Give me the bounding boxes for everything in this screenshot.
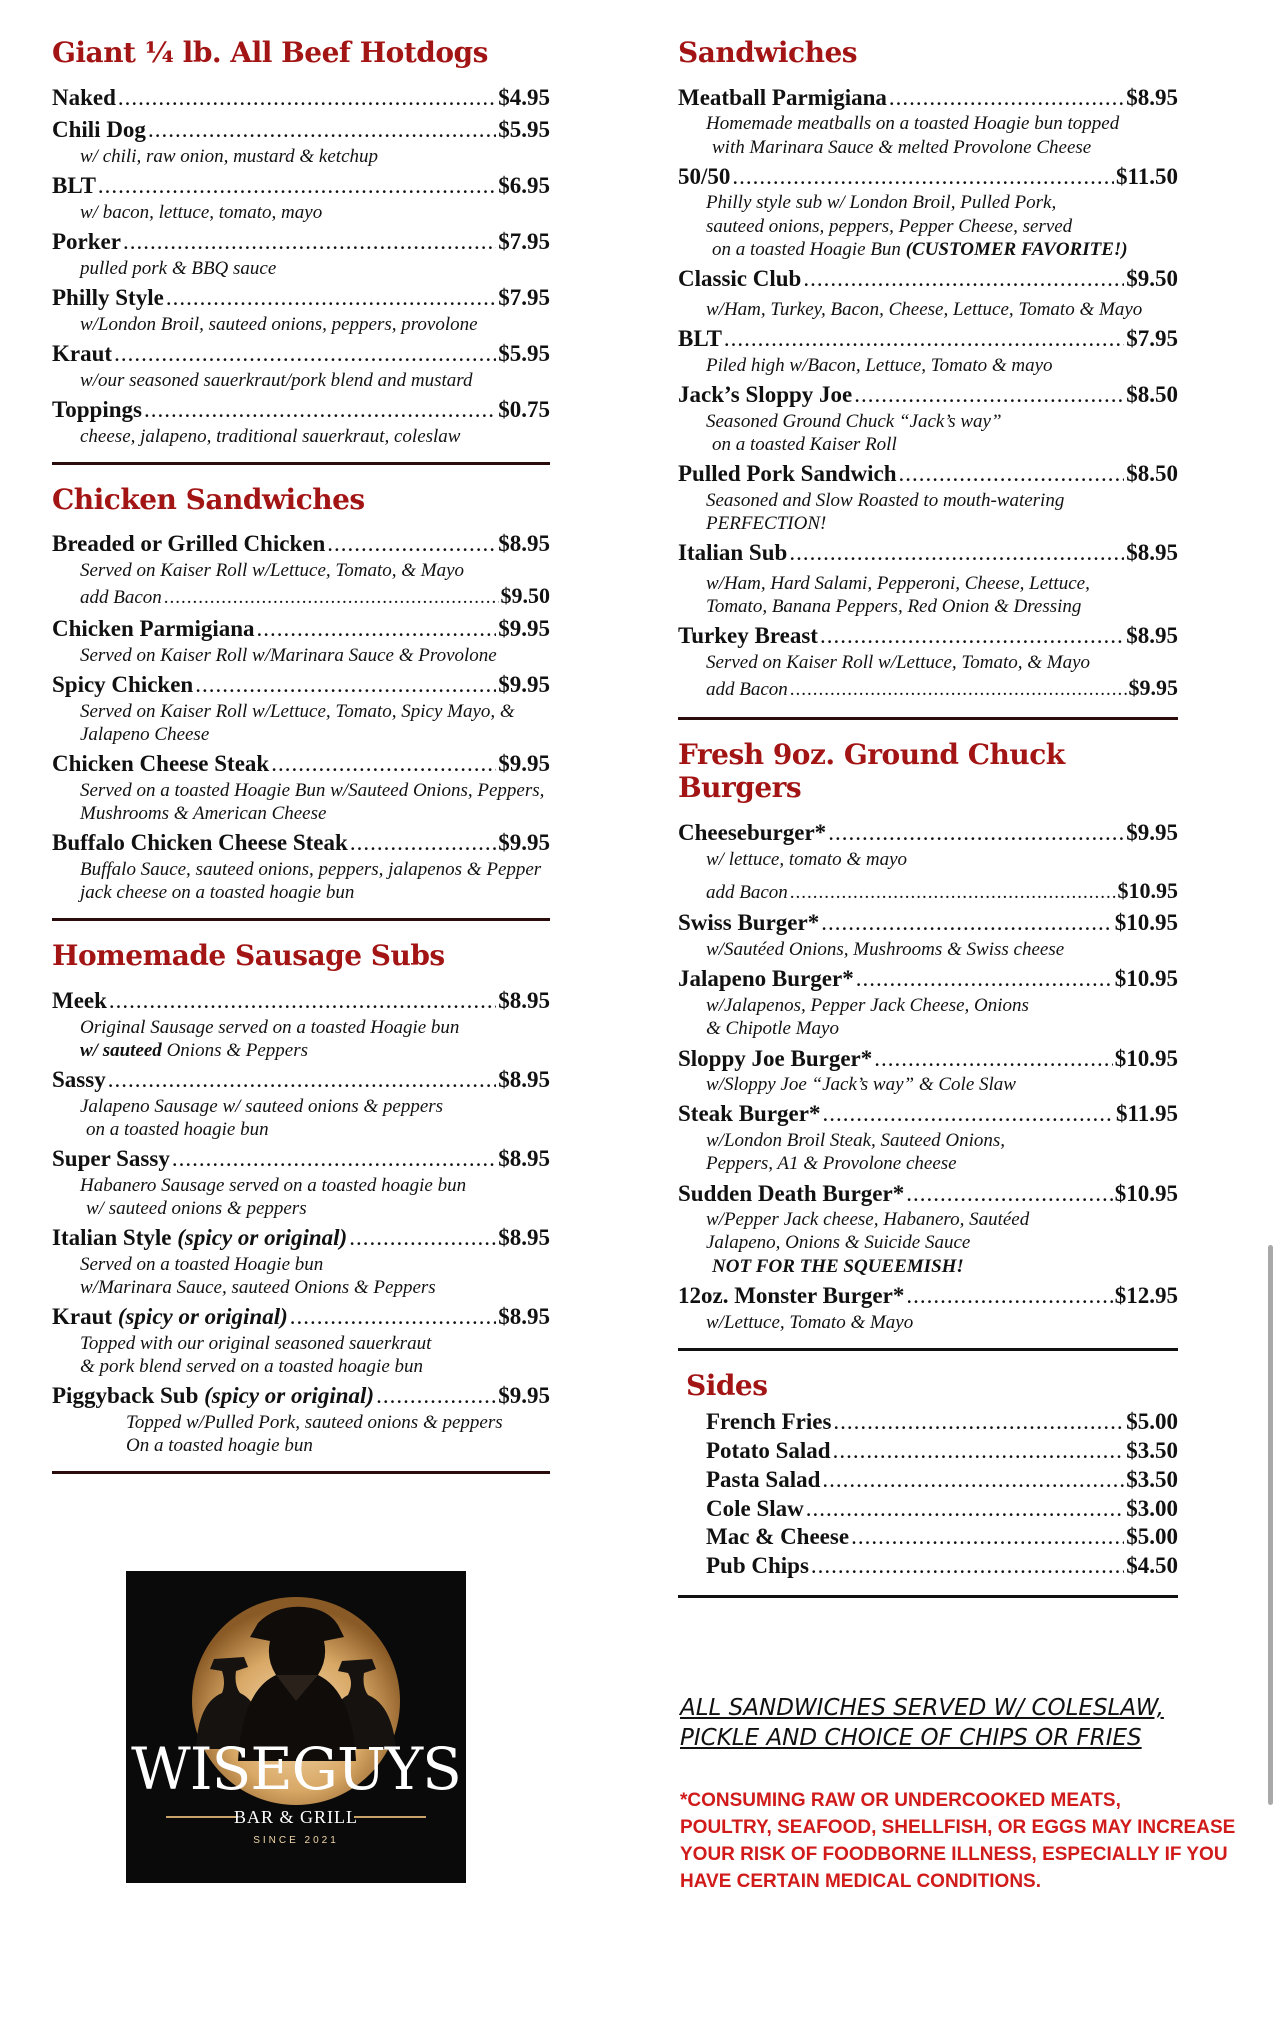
item-description: w/Lettuce, Tomato & Mayo	[706, 1311, 914, 1333]
side-item	[678, 1466, 1178, 1495]
addon-price: $9.95	[1128, 675, 1178, 700]
item-name: Steak Burger*	[678, 1101, 821, 1127]
side-item	[678, 1523, 1178, 1552]
section-title-chicken: Chicken Sandwiches	[52, 482, 365, 516]
menu-item	[678, 622, 1178, 703]
sandwich-sides-note	[680, 1694, 1220, 1754]
item-description: Seasoned and Slow Roasted to mouth-watering	[706, 489, 1065, 511]
menu-item	[678, 84, 1178, 159]
sausage-section	[52, 939, 550, 1474]
item-price: $8.95	[498, 531, 550, 557]
leader-dots	[114, 340, 496, 369]
leader-dots	[257, 615, 497, 644]
item-description: Jalapeno, Onions & Suicide Sauce	[706, 1232, 971, 1254]
item-name: Cheeseburger*	[678, 819, 827, 845]
leader-dots	[166, 284, 496, 313]
leader-dots	[148, 116, 496, 145]
item-price: $5.95	[498, 117, 550, 143]
left-column	[52, 36, 550, 1492]
menu-item	[678, 909, 1178, 961]
item-name: Toppings	[52, 396, 142, 422]
item-name: Breaded or Grilled Chicken	[52, 531, 326, 557]
menu-item	[52, 84, 550, 113]
item-description: Served on Kaiser Roll w/Lettuce, Tomato, & Mayo	[80, 560, 465, 582]
item-description: w/Pepper Jack cheese, Habanero, Sautéed	[706, 1209, 1030, 1231]
leader-dots	[349, 1224, 496, 1253]
item-name: Jack’s Sloppy Joe	[678, 381, 853, 407]
item-name: Classic Club	[678, 265, 802, 291]
leader-dots	[822, 1100, 1114, 1129]
addon-name: add Bacon	[80, 587, 162, 609]
item-name: Naked	[52, 84, 116, 110]
item-description: with Marinara Sauce & melted Provolone Cheese	[712, 136, 1092, 158]
item-price: $8.50	[1126, 381, 1178, 407]
menu-item	[52, 987, 550, 1062]
leader-dots	[906, 1180, 1113, 1209]
item-description: w/Sloppy Joe “Jack’s way” & Cole Slaw	[706, 1074, 1016, 1096]
item-name: Spicy Chicken	[52, 672, 194, 697]
item-price: $8.50	[1126, 460, 1178, 486]
item-description: w/Sautéed Onions, Mushrooms & Swiss cheese	[706, 939, 1065, 961]
item-description: Served on Kaiser Roll w/Marinara Sauce & Provolone	[80, 644, 497, 666]
item-description: w/London Broil Steak, Sauteed Onions,	[706, 1130, 1006, 1152]
menu-item	[678, 381, 1178, 456]
menu-item	[678, 460, 1178, 535]
section-title-sandwiches: Sandwiches	[678, 36, 858, 69]
leader-dots	[118, 84, 496, 113]
leader-dots	[108, 1066, 497, 1095]
item-description	[678, 238, 1178, 261]
menu-item	[52, 228, 550, 280]
item-name: 12oz. Monster Burger*	[678, 1282, 905, 1308]
leader-dots	[98, 172, 496, 201]
item-name: Philly Style	[52, 285, 164, 311]
hotdogs-section	[52, 36, 550, 465]
item-price: $3.50	[1126, 1438, 1178, 1464]
menu-item	[52, 615, 550, 667]
leader-dots	[123, 228, 496, 257]
section-title-burgers: Fresh 9oz. Ground Chuck Burgers	[678, 737, 1065, 805]
leader-dots	[172, 1145, 496, 1174]
leader-dots	[856, 965, 1113, 994]
warning-line: *CONSUMING RAW OR UNDERCOOKED MEATS,	[680, 1790, 1121, 1811]
item-price: $3.00	[1126, 1495, 1178, 1521]
item-description: On a toasted hoagie bun	[126, 1435, 313, 1457]
item-price: $8.95	[498, 1146, 550, 1172]
sides-section	[678, 1369, 1178, 1598]
item-description: Tomato, Banana Peppers, Red Onion & Dressing	[706, 595, 1082, 617]
leader-dots	[790, 881, 1116, 906]
menu-item	[52, 1303, 550, 1378]
item-name: Sudden Death Burger*	[678, 1180, 905, 1206]
item-price: $10.95	[1114, 1180, 1178, 1206]
leader-dots	[828, 819, 1124, 848]
item-name: Sassy	[52, 1066, 106, 1092]
foodborne-illness-warning	[680, 1788, 1240, 1896]
item-description: w/Ham, Turkey, Bacon, Cheese, Lettuce, Tomato & Mayo	[706, 298, 1143, 320]
item-name	[52, 1224, 347, 1253]
leader-dots	[822, 1466, 1124, 1495]
menu-item	[52, 1066, 550, 1141]
section-title-sides: Sides	[686, 1368, 768, 1402]
item-variant: (spicy or original)	[177, 1225, 348, 1251]
leader-dots	[820, 622, 1124, 651]
warning-line: HAVE CERTAIN MEDICAL CONDITIONS.	[680, 1870, 1042, 1892]
item-description: pulled pork & BBQ sauce	[80, 257, 277, 279]
item-description: Peppers, A1 & Provolone cheese	[706, 1153, 957, 1175]
item-price: $4.50	[1126, 1553, 1178, 1579]
leader-dots	[899, 460, 1125, 489]
item-price: $7.95	[1126, 325, 1178, 351]
item-price: $7.95	[498, 229, 550, 255]
item-description: Served on Kaiser Roll w/Lettuce, Tomato, & Mayo	[706, 651, 1091, 673]
item-description: cheese, jalapeno, traditional sauerkraut, coleslaw	[80, 425, 461, 447]
item-name: Porker	[52, 229, 121, 255]
addon-price: $9.50	[500, 583, 550, 609]
scrollbar[interactable]	[1268, 1245, 1273, 1805]
item-name: Chicken Parmigiana	[52, 616, 255, 642]
menu-item	[52, 829, 550, 904]
leader-dots	[327, 530, 496, 559]
item-price: $9.95	[1126, 819, 1178, 845]
item-name: Meatball Parmigiana	[678, 84, 887, 110]
item-price: $9.95	[498, 830, 550, 856]
item-name: Italian Sub	[678, 539, 788, 565]
menu-item	[678, 965, 1178, 1040]
item-description: PERFECTION!	[706, 512, 827, 534]
item-name: BLT	[678, 325, 722, 351]
menu-item	[52, 1382, 550, 1457]
leader-dots	[790, 678, 1127, 703]
addon-price: $10.95	[1117, 877, 1178, 903]
item-name: Mac & Cheese	[706, 1524, 850, 1550]
item-name: Pub Chips	[706, 1553, 809, 1579]
menu-item	[52, 172, 550, 224]
logo-since: SINCE 2021	[253, 1835, 339, 1846]
item-price: $10.95	[1114, 910, 1178, 936]
menu-item	[52, 1145, 550, 1220]
section-divider	[678, 1595, 1178, 1598]
leader-dots	[109, 987, 496, 1016]
menu-item	[52, 1224, 550, 1299]
leader-dots	[290, 1303, 496, 1332]
item-description: Homemade meatballs on a toasted Hoagie bun topped	[706, 113, 1120, 135]
menu-item	[678, 265, 1178, 321]
leader-dots	[854, 381, 1124, 410]
menu-item	[52, 116, 550, 168]
leader-dots	[821, 909, 1113, 938]
item-name-text: Italian Style	[52, 1225, 172, 1251]
item-price: $8.95	[1126, 84, 1178, 110]
item-description: Served on Kaiser Roll w/Lettuce, Tomato, Spicy Mayo, & Jalapeno Cheese	[80, 700, 515, 745]
section-divider	[52, 1471, 550, 1474]
item-description: Topped w/Pulled Pork, sauteed onions & peppers	[126, 1412, 503, 1434]
item-description: & Chipotle Mayo	[706, 1018, 839, 1040]
addon-line	[52, 582, 550, 611]
desc-text: on a toasted Hoagie Bun	[712, 238, 906, 260]
item-name: Sloppy Joe Burger*	[678, 1045, 873, 1071]
side-item	[678, 1408, 1178, 1437]
leader-dots	[271, 750, 496, 779]
warning-line: POULTRY, SEAFOOD, SHELLFISH, OR EGGS MAY INCREASE	[680, 1816, 1236, 1838]
menu-item	[678, 325, 1178, 377]
leader-dots	[164, 586, 499, 611]
item-price: $9.95	[498, 751, 550, 777]
item-description: Buffalo Sauce, sauteed onions, peppers, jalapenos & Pepper jack cheese on a toasted hoagie bun	[80, 858, 542, 904]
logo-name: WISEGUYS	[131, 1735, 461, 1803]
leader-dots	[195, 671, 496, 700]
item-price: $10.95	[1114, 1045, 1178, 1071]
desc-emphasis: NOT FOR THE SQUEEMISH!	[712, 1255, 964, 1277]
leader-dots	[350, 829, 496, 858]
item-price: $9.95	[498, 1383, 550, 1409]
leader-dots	[789, 539, 1124, 568]
item-description: w/ lettuce, tomato & mayo	[706, 848, 908, 870]
item-description: Served on a toasted Hoagie bun	[80, 1253, 324, 1275]
side-item	[678, 1552, 1178, 1581]
item-name: Cole Slaw	[706, 1495, 804, 1521]
section-title-hotdogs: Giant ¼ lb. All Beef Hotdogs	[52, 36, 488, 69]
item-price: $11.95	[1116, 1101, 1178, 1127]
item-name: Chili Dog	[52, 117, 146, 143]
item-name	[52, 1382, 374, 1411]
desc-text: Onions & Peppers	[161, 1039, 308, 1061]
leader-dots	[724, 325, 1124, 354]
sandwiches-section	[678, 36, 1178, 720]
item-price: $0.75	[498, 396, 550, 422]
item-price: $8.95	[498, 1304, 550, 1330]
item-description: w/our seasoned sauerkraut/pork blend and mustard	[80, 369, 473, 391]
menu-item	[52, 530, 550, 611]
leader-dots	[874, 1045, 1113, 1074]
item-price: $3.50	[1126, 1466, 1178, 1492]
item-description: w/Marinara Sauce, sauteed Onions & Peppers	[80, 1277, 436, 1299]
item-name: French Fries	[706, 1409, 832, 1435]
leader-dots	[851, 1523, 1124, 1552]
item-description: w/Ham, Hard Salami, Pepperoni, Cheese, Lettuce,	[706, 572, 1090, 594]
item-name: Kraut	[52, 341, 113, 367]
item-price: $4.95	[498, 84, 550, 110]
desc-emphasis: (CUSTOMER FAVORITE!)	[905, 238, 1128, 260]
item-description: Philly style sub w/ London Broil, Pulled Pork,	[706, 192, 1057, 214]
menu-item	[678, 819, 1178, 906]
note-line: ALL SANDWICHES SERVED W/ COLESLAW,	[680, 1695, 1164, 1721]
logo-subtitle: BAR & GRILL	[233, 1807, 358, 1827]
item-description: sauteed onions, peppers, Pepper Cheese, served	[706, 215, 1073, 237]
item-name-text: Kraut	[52, 1304, 113, 1330]
item-price: $10.95	[1114, 966, 1178, 992]
item-name	[52, 1303, 288, 1332]
item-name: Jalapeno Burger*	[678, 966, 854, 992]
item-price: $8.95	[498, 1066, 550, 1092]
item-price: $8.95	[1126, 623, 1178, 649]
addon-line	[678, 674, 1178, 703]
leader-dots	[833, 1408, 1124, 1437]
item-description: Served on a toasted Hoagie Bun w/Sauteed Onions, Peppers, Mushrooms & American Cheese	[80, 779, 545, 825]
item-price: $5.00	[1126, 1524, 1178, 1550]
item-price: $8.95	[1126, 539, 1178, 565]
section-title-sausage: Homemade Sausage Subs	[52, 939, 445, 973]
section-divider	[52, 918, 550, 921]
section-divider	[678, 1348, 1178, 1351]
item-name: Buffalo Chicken Cheese Steak	[52, 830, 348, 856]
desc-emphasis: w/ sauteed	[80, 1039, 162, 1061]
menu-item	[678, 1045, 1178, 1097]
section-divider	[52, 462, 550, 465]
item-description: Piled high w/Bacon, Lettuce, Tomato & mayo	[706, 354, 1053, 376]
item-price: $9.50	[1126, 265, 1178, 291]
chicken-section	[52, 483, 550, 921]
menu-item	[678, 1282, 1178, 1334]
menu-item	[52, 340, 550, 392]
burgers-section	[678, 738, 1178, 1351]
leader-dots	[811, 1552, 1124, 1581]
note-line: PICKLE AND CHOICE OF CHIPS OR FRIES	[680, 1724, 1142, 1751]
leader-dots	[732, 163, 1114, 192]
item-description: & pork blend served on a toasted hoagie bun	[80, 1356, 424, 1378]
item-price: $8.95	[498, 987, 550, 1013]
item-variant: (spicy or original)	[204, 1383, 375, 1409]
item-description: Seasoned Ground Chuck “Jack’s way”	[706, 410, 1002, 432]
item-name: BLT	[52, 173, 96, 199]
item-description	[678, 1255, 1178, 1278]
item-description: on a toasted hoagie bun	[86, 1118, 269, 1140]
item-description: Topped with our original seasoned sauerkraut	[80, 1333, 432, 1354]
menu-item	[678, 1180, 1178, 1278]
item-name: Chicken Cheese Steak	[52, 751, 270, 777]
leader-dots	[906, 1282, 1112, 1311]
leader-dots	[376, 1382, 496, 1411]
item-description	[52, 1039, 550, 1062]
item-price: $9.95	[498, 616, 550, 642]
addon-line	[678, 877, 1178, 906]
item-price: $7.95	[498, 285, 550, 311]
item-description: Jalapeno Sausage w/ sauteed onions & peppers	[80, 1095, 444, 1117]
leader-dots	[889, 84, 1124, 113]
warning-line: YOUR RISK OF FOODBORNE ILLNESS, ESPECIALLY IF YOU	[680, 1843, 1228, 1865]
item-description: w/ sauteed onions & peppers	[86, 1197, 307, 1219]
item-description: w/ bacon, lettuce, tomato, mayo	[80, 202, 323, 224]
right-column	[678, 36, 1178, 1616]
menu-item	[678, 163, 1178, 261]
item-variant: (spicy or original)	[117, 1304, 288, 1330]
section-divider	[678, 717, 1178, 720]
item-description: on a toasted Kaiser Roll	[712, 433, 897, 455]
item-name: Meek	[52, 987, 107, 1013]
item-description: Original Sausage served on a toasted Hoagie bun	[80, 1016, 460, 1038]
menu-item	[52, 671, 550, 746]
leader-dots	[833, 1437, 1125, 1466]
menu-item	[52, 396, 550, 448]
leader-dots	[803, 265, 1124, 294]
item-description: Habanero Sausage served on a toasted hoagie bun	[80, 1174, 467, 1196]
leader-dots	[144, 396, 496, 425]
item-name-text: Piggyback Sub	[52, 1383, 199, 1409]
item-name: Pasta Salad	[706, 1466, 821, 1492]
leader-dots	[806, 1495, 1125, 1524]
wiseguys-logo	[126, 1571, 466, 1883]
item-name: Potato Salad	[706, 1438, 831, 1464]
item-description: w/ chili, raw onion, mustard & ketchup	[80, 146, 379, 168]
item-price: $9.95	[498, 672, 550, 697]
item-name: 50/50	[678, 163, 731, 189]
addon-name: add Bacon	[706, 881, 788, 903]
item-name: Super Sassy	[52, 1146, 170, 1172]
item-price: $5.95	[498, 341, 550, 367]
item-price: $5.00	[1126, 1409, 1178, 1435]
addon-name: add Bacon	[706, 679, 788, 700]
item-price: $12.95	[1114, 1282, 1178, 1308]
menu-item	[678, 539, 1178, 618]
item-price: $6.95	[498, 173, 550, 199]
item-name: Turkey Breast	[678, 623, 818, 649]
menu-item	[678, 1100, 1178, 1175]
menu-item	[52, 750, 550, 825]
menu-item	[52, 284, 550, 336]
item-price: $8.95	[498, 1225, 550, 1251]
item-name: Pulled Pork Sandwich	[678, 460, 897, 486]
item-name: Swiss Burger*	[678, 910, 820, 936]
side-item	[678, 1495, 1178, 1524]
item-price: $11.50	[1116, 163, 1178, 189]
item-description: w/London Broil, sauteed onions, peppers, provolone	[80, 313, 478, 335]
item-description: w/Jalapenos, Pepper Jack Cheese, Onions	[706, 995, 1029, 1017]
side-item	[678, 1437, 1178, 1466]
